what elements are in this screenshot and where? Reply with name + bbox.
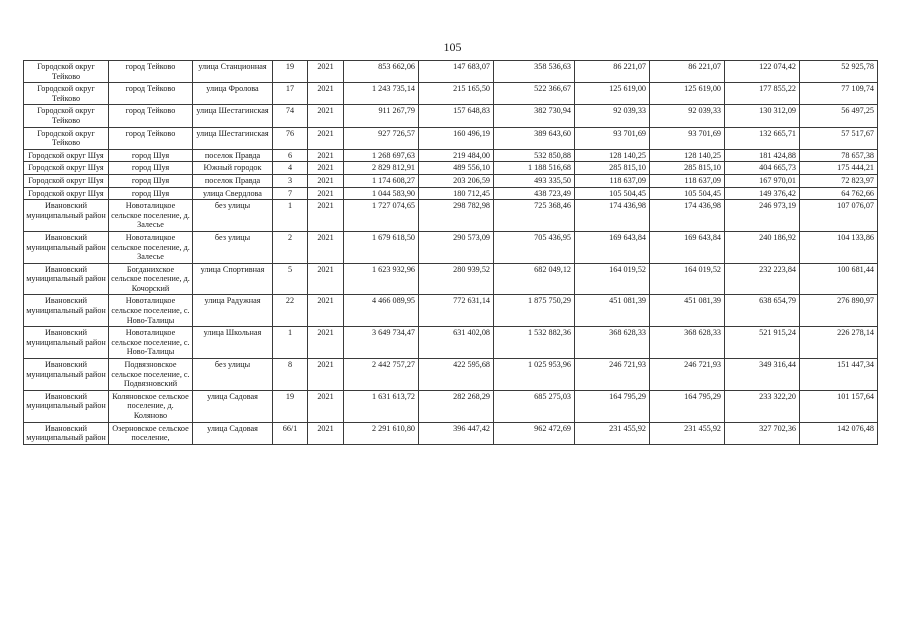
table-cell: 1 188 516,68 xyxy=(494,162,575,175)
table-cell: 169 643,84 xyxy=(650,231,725,263)
table-cell: Подвязновское сельское поселение, с. Подвязновский xyxy=(109,359,193,391)
table-cell: 174 436,98 xyxy=(575,200,650,232)
table-row xyxy=(24,162,878,175)
table-cell: 911 267,79 xyxy=(344,105,419,127)
table-cell: Новоталицкое сельское поселение, д. Залесье xyxy=(109,200,193,232)
table-cell: 2021 xyxy=(308,162,344,175)
table-cell: Ивановский муниципальный район xyxy=(24,327,109,359)
table-cell: 122 074,42 xyxy=(725,61,800,83)
table-cell: 92 039,33 xyxy=(575,105,650,127)
table-cell: 132 665,71 xyxy=(725,127,800,149)
table-cell: Городской округ Шуя xyxy=(24,187,109,200)
table-cell: Южный городок xyxy=(193,162,273,175)
table-cell: 1 243 735,14 xyxy=(344,83,419,105)
table-cell: 2021 xyxy=(308,263,344,295)
table-cell: 438 723,49 xyxy=(494,187,575,200)
table-cell: 927 726,57 xyxy=(344,127,419,149)
table-cell: Городской округ Тейково xyxy=(24,61,109,83)
table-cell: поселок Правда xyxy=(193,149,273,162)
table-cell: Новоталицкое сельское поселение, с. Ново-Талицы xyxy=(109,327,193,359)
table-cell: 358 536,63 xyxy=(494,61,575,83)
table-row xyxy=(24,61,878,83)
table-cell: 76 xyxy=(273,127,308,149)
table-cell: 682 049,12 xyxy=(494,263,575,295)
table-cell: 130 312,09 xyxy=(725,105,800,127)
table-cell: 93 701,69 xyxy=(575,127,650,149)
table-cell: 219 484,00 xyxy=(419,149,494,162)
table-cell: 6 xyxy=(273,149,308,162)
table-cell: Ивановский муниципальный район xyxy=(24,263,109,295)
table-row xyxy=(24,174,878,187)
table-cell: 164 019,52 xyxy=(575,263,650,295)
table-cell: 685 275,03 xyxy=(494,390,575,422)
table-cell: 8 xyxy=(273,359,308,391)
table-cell: 1 044 583,90 xyxy=(344,187,419,200)
table-cell: 19 xyxy=(273,390,308,422)
table-cell: 149 376,42 xyxy=(725,187,800,200)
table-cell: 118 637,09 xyxy=(650,174,725,187)
table-cell: 285 815,10 xyxy=(650,162,725,175)
table-cell: Городской округ Тейково xyxy=(24,105,109,127)
table-cell: 853 662,06 xyxy=(344,61,419,83)
table-cell: 1 xyxy=(273,327,308,359)
table-cell: 215 165,50 xyxy=(419,83,494,105)
table-cell: 231 455,92 xyxy=(650,422,725,444)
table-cell: 2021 xyxy=(308,105,344,127)
table-cell: 725 368,46 xyxy=(494,200,575,232)
table-row xyxy=(24,231,878,263)
table-cell: 175 444,21 xyxy=(800,162,878,175)
table-cell: 489 556,10 xyxy=(419,162,494,175)
table-cell: улица Фролова xyxy=(193,83,273,105)
data-table xyxy=(23,60,878,445)
table-cell: Богданихское сельское поселение, д. Кочорский xyxy=(109,263,193,295)
table-cell: 1 xyxy=(273,200,308,232)
table-cell: Ивановский муниципальный район xyxy=(24,200,109,232)
table-cell: город Тейково xyxy=(109,61,193,83)
table-cell: 389 643,60 xyxy=(494,127,575,149)
table-cell: город Шуя xyxy=(109,187,193,200)
table-cell: 2 291 610,80 xyxy=(344,422,419,444)
table-cell: улица Школьная xyxy=(193,327,273,359)
table-cell: 232 223,84 xyxy=(725,263,800,295)
table-cell: 2021 xyxy=(308,187,344,200)
table-cell: 19 xyxy=(273,61,308,83)
table-cell: 167 970,01 xyxy=(725,174,800,187)
table-cell: Озерновское сельское поселение, xyxy=(109,422,193,444)
table-row xyxy=(24,200,878,232)
table-cell: 1 532 882,36 xyxy=(494,327,575,359)
table-row xyxy=(24,295,878,327)
table-cell: 231 455,92 xyxy=(575,422,650,444)
table-cell: 246 721,93 xyxy=(650,359,725,391)
table-cell: 147 683,07 xyxy=(419,61,494,83)
table-cell: улица Свердлова xyxy=(193,187,273,200)
table-cell: без улицы xyxy=(193,231,273,263)
table-cell: 100 681,44 xyxy=(800,263,878,295)
table-cell: 4 xyxy=(273,162,308,175)
table-cell: 64 762,66 xyxy=(800,187,878,200)
table-row xyxy=(24,359,878,391)
table-cell: 3 649 734,47 xyxy=(344,327,419,359)
table-cell: 118 637,09 xyxy=(575,174,650,187)
table-cell: 2021 xyxy=(308,200,344,232)
table-cell: 105 504,45 xyxy=(650,187,725,200)
table-cell: город Тейково xyxy=(109,83,193,105)
table-cell: 2021 xyxy=(308,149,344,162)
table-row xyxy=(24,422,878,444)
table-cell: Ивановский муниципальный район xyxy=(24,390,109,422)
table-cell: 22 xyxy=(273,295,308,327)
table-cell: 1 679 618,50 xyxy=(344,231,419,263)
table-cell: 493 335,50 xyxy=(494,174,575,187)
table-cell: 128 140,25 xyxy=(575,149,650,162)
table-cell: 181 424,88 xyxy=(725,149,800,162)
table-cell: город Шуя xyxy=(109,174,193,187)
table-cell: 86 221,07 xyxy=(650,61,725,83)
table-cell: 226 278,14 xyxy=(800,327,878,359)
table-cell: Городской округ Тейково xyxy=(24,83,109,105)
table-cell: 2021 xyxy=(308,295,344,327)
table-row xyxy=(24,149,878,162)
table-cell: 1 875 750,29 xyxy=(494,295,575,327)
table-cell: 86 221,07 xyxy=(575,61,650,83)
table-cell: 298 782,98 xyxy=(419,200,494,232)
table-cell: 74 xyxy=(273,105,308,127)
table-cell: 521 915,24 xyxy=(725,327,800,359)
table-cell: 169 643,84 xyxy=(575,231,650,263)
table-row xyxy=(24,263,878,295)
table-cell: Ивановский муниципальный район xyxy=(24,359,109,391)
table-cell: без улицы xyxy=(193,359,273,391)
table-cell: 451 081,39 xyxy=(650,295,725,327)
table-row xyxy=(24,390,878,422)
table-cell: 2021 xyxy=(308,174,344,187)
table-cell: 5 xyxy=(273,263,308,295)
table-row xyxy=(24,327,878,359)
page-number: 105 xyxy=(443,40,462,54)
table-cell: Городской округ Шуя xyxy=(24,149,109,162)
table-cell: улица Шестагинская xyxy=(193,105,273,127)
table-cell: 276 890,97 xyxy=(800,295,878,327)
table-cell: улица Станционная xyxy=(193,61,273,83)
table-cell: город Тейково xyxy=(109,127,193,149)
table-cell: 522 366,67 xyxy=(494,83,575,105)
table-cell: 382 730,94 xyxy=(494,105,575,127)
table-cell: 705 436,95 xyxy=(494,231,575,263)
table-cell: 246 721,93 xyxy=(575,359,650,391)
table-cell: 2021 xyxy=(308,83,344,105)
table-cell: 177 855,22 xyxy=(725,83,800,105)
table-cell: 2021 xyxy=(308,61,344,83)
table-cell: 66/1 xyxy=(273,422,308,444)
table-cell: 164 795,29 xyxy=(575,390,650,422)
table-cell: Городской округ Тейково xyxy=(24,127,109,149)
table-cell: 280 939,52 xyxy=(419,263,494,295)
table-cell: 638 654,79 xyxy=(725,295,800,327)
table-cell: 422 595,68 xyxy=(419,359,494,391)
table-cell: город Шуя xyxy=(109,149,193,162)
table-cell: 368 628,33 xyxy=(650,327,725,359)
table-cell: 104 133,86 xyxy=(800,231,878,263)
table-cell: 93 701,69 xyxy=(650,127,725,149)
table-cell: 151 447,34 xyxy=(800,359,878,391)
table-cell: 57 517,67 xyxy=(800,127,878,149)
table-cell: 233 322,20 xyxy=(725,390,800,422)
table-cell: 532 850,88 xyxy=(494,149,575,162)
table-cell: улица Радужная xyxy=(193,295,273,327)
table-cell: 962 472,69 xyxy=(494,422,575,444)
table-cell: 282 268,29 xyxy=(419,390,494,422)
table-cell: Городской округ Шуя xyxy=(24,174,109,187)
table-cell: Новоталицкое сельское поселение, с. Ново-Талицы xyxy=(109,295,193,327)
table-cell: без улицы xyxy=(193,200,273,232)
table-cell: 327 702,36 xyxy=(725,422,800,444)
table-cell: 125 619,00 xyxy=(575,83,650,105)
table-cell: 3 xyxy=(273,174,308,187)
table-cell: 1 174 608,27 xyxy=(344,174,419,187)
table-cell: 157 648,83 xyxy=(419,105,494,127)
table-cell: город Тейково xyxy=(109,105,193,127)
table-cell: улица Шестагинская xyxy=(193,127,273,149)
table-row xyxy=(24,83,878,105)
table-cell: 1 623 932,96 xyxy=(344,263,419,295)
table-cell: 72 823,97 xyxy=(800,174,878,187)
table-cell: 92 039,33 xyxy=(650,105,725,127)
table-cell: 2021 xyxy=(308,327,344,359)
table-cell: 101 157,64 xyxy=(800,390,878,422)
table-cell: 17 xyxy=(273,83,308,105)
table-cell: 105 504,45 xyxy=(575,187,650,200)
table-cell: 164 795,29 xyxy=(650,390,725,422)
table-cell: 368 628,33 xyxy=(575,327,650,359)
table-cell: 2021 xyxy=(308,359,344,391)
table-cell: 1 025 953,96 xyxy=(494,359,575,391)
table-cell: 174 436,98 xyxy=(650,200,725,232)
table-cell: 203 206,59 xyxy=(419,174,494,187)
table-row xyxy=(24,127,878,149)
table-row xyxy=(24,187,878,200)
table-cell: 7 xyxy=(273,187,308,200)
table-cell: 142 076,48 xyxy=(800,422,878,444)
table-cell: 1 268 697,63 xyxy=(344,149,419,162)
table-cell: 180 712,45 xyxy=(419,187,494,200)
table-cell: 290 573,09 xyxy=(419,231,494,263)
table-cell: Ивановский муниципальный район xyxy=(24,422,109,444)
table-cell: 77 109,74 xyxy=(800,83,878,105)
table-cell: 107 076,07 xyxy=(800,200,878,232)
table-cell: 240 186,92 xyxy=(725,231,800,263)
table-cell: 349 316,44 xyxy=(725,359,800,391)
table-cell: 128 140,25 xyxy=(650,149,725,162)
table-cell: 4 466 089,95 xyxy=(344,295,419,327)
table-cell: улица Садовая xyxy=(193,422,273,444)
table-body xyxy=(24,61,878,445)
table-cell: 246 973,19 xyxy=(725,200,800,232)
table-cell: улица Спортивная xyxy=(193,263,273,295)
table-cell: Ивановский муниципальный район xyxy=(24,231,109,263)
table-cell: 160 496,19 xyxy=(419,127,494,149)
table-cell: 1 727 074,65 xyxy=(344,200,419,232)
table-cell: Ивановский муниципальный район xyxy=(24,295,109,327)
table-cell: 631 402,08 xyxy=(419,327,494,359)
table-cell: 451 081,39 xyxy=(575,295,650,327)
table-cell: 2 xyxy=(273,231,308,263)
table-cell: 125 619,00 xyxy=(650,83,725,105)
table-cell: 2021 xyxy=(308,127,344,149)
table-cell: 2021 xyxy=(308,390,344,422)
table-cell: Коляновское сельское поселение, д. Коляново xyxy=(109,390,193,422)
table-cell: 396 447,42 xyxy=(419,422,494,444)
table-cell: 2 442 757,27 xyxy=(344,359,419,391)
table-cell: 1 631 613,72 xyxy=(344,390,419,422)
table-cell: 404 665,73 xyxy=(725,162,800,175)
table-cell: Городской округ Шуя xyxy=(24,162,109,175)
table-row xyxy=(24,105,878,127)
table-cell: 164 019,52 xyxy=(650,263,725,295)
table-cell: 285 815,10 xyxy=(575,162,650,175)
table-cell: Новоталицкое сельское поселение, д. Залесье xyxy=(109,231,193,263)
table-cell: 2 829 812,91 xyxy=(344,162,419,175)
table-cell: 2021 xyxy=(308,231,344,263)
table-cell: 2021 xyxy=(308,422,344,444)
table-cell: 78 657,38 xyxy=(800,149,878,162)
table-cell: 56 497,25 xyxy=(800,105,878,127)
table-cell: город Шуя xyxy=(109,162,193,175)
table-cell: поселок Правда xyxy=(193,174,273,187)
table-cell: улица Садовая xyxy=(193,390,273,422)
table-cell: 52 925,78 xyxy=(800,61,878,83)
table-cell: 772 631,14 xyxy=(419,295,494,327)
